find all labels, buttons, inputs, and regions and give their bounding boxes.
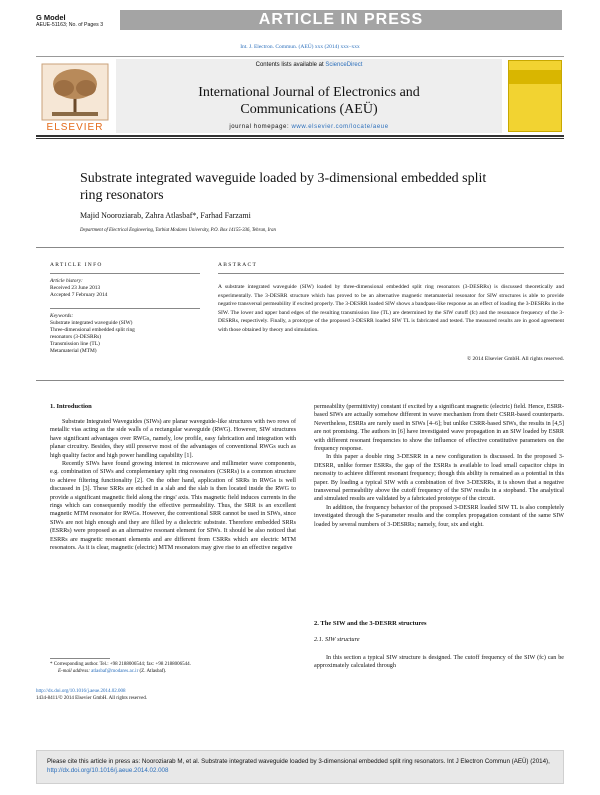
homepage-link[interactable]: www.elsevier.com/locate/aeue [291,124,389,130]
keywords-rule [50,308,200,309]
journal-citation-line[interactable]: Int. J. Electron. Commun. (AEÜ) xxx (2014) xxx–xxx [240,44,360,50]
left-column-text [50,418,296,553]
body-paragraph: In this section a typical SIW structure is designed. The cutoff frequency of the SIW (fc) can be approximately calculated through [314,655,564,670]
paper-title: Substrate integrated waveguide loaded by 3-dimensional embedded split ring resonators [80,171,487,203]
citation-box [36,750,564,784]
abstract-rule [218,273,564,274]
keywords-block [50,313,200,355]
manuscript-reference: AEUE-51163; No. of Pages 3 [36,22,104,28]
elsevier-tree-icon [40,62,110,122]
journal-title [116,84,502,118]
abstract-bottom-rule [36,380,564,381]
journal-title-line2: Communications (AEÜ) [240,102,378,117]
author-list: Majid Nooroziarab, Zahra Atlasbaf*, Farhad Farzami [80,211,251,220]
title-divider [36,247,564,248]
accepted-date: Accepted 7 February 2014 [50,292,108,298]
section2-heading: 2. The SIW and the 3-DESRR structures [314,620,427,627]
article-in-press-banner: ARTICLE IN PRESS [120,10,562,30]
right-column-text [314,403,564,529]
journal-cover-band [509,70,561,84]
citation-doi-link[interactable]: http://dx.doi.org/10.1016/j.aeue.2014.02.008 [47,767,169,774]
abstract-label: ABSTRACT [218,262,258,268]
email-note [50,668,310,675]
g-model-label: G Model [36,13,66,22]
keyword-item: resonators (3-DESRRs) [50,334,102,340]
email-link[interactable]: atlasbaf@modares.ac.ir [91,669,139,674]
contents-prefix: Contents lists available at [255,62,326,68]
citation-text: Please cite this article in press as: Nooroziarab M, et al. Substrate integrated waveguide loaded by 3-dimensional embedded split ring resonators. Int J Electron Commun (AEÜ) (2014), [47,758,550,765]
issn-line: 1434-8411/© 2014 Elsevier GmbH. All rights reserved. [36,696,148,701]
section21-text-block [314,654,564,671]
header-rule-bottom-thin [36,138,564,139]
keyword-item: Transmission line (TL) [50,341,100,347]
abstract-copyright: © 2014 Elsevier GmbH. All rights reserved. [466,356,564,362]
publisher-name: ELSEVIER [46,122,104,133]
doi-block [36,688,336,702]
introduction-heading: 1. Introduction [50,403,92,410]
article-info-label: ARTICLE INFO [50,262,103,268]
body-paragraph: Recently SIWs have found growing interest in microwave and millimeter wave components, e.g. combination of SIWs and complementary split ring resonators (CSRRs) is a common structure to achieve filtering functionality [2]. On the other hand, application of SRRs in RWGs is well discussed in [3]. These SRRs are etched in a slab and the slab is then located inside the RWG to provide a significant magnetic field along the rings' axis. This magnetic field induces currents in the rings which can consequently modify the effective permeability. Thus, the SRR is an excellent magnetic MTM resonator for RWGs. However, the conventional SRR cannot be used in SIWs, since SIWs are not high enough and they are filled by a dielectric substrate. Therefore embedded SRRs (ESRRs) were proposed as an alternative resonant element for SIWs. It should be also noticed that ESRRs are magnetic resonant elements and are different from CSRRs which are electric MTM resonators. As it is clear, magnetic (electric) MTM resonators may give rise to an effective negative [50,461,296,552]
keyword-item: Metamaterial (MTM) [50,348,97,354]
keywords-label: Keywords: [50,313,74,319]
section21-heading: 2.1. SIW structure [314,636,360,643]
body-paragraph: In this paper a double ring 3-DESRR in a new configuration is discussed. In the proposed 3-DESRR, unlike former ESRRs, the gap of the ESRRs is available to load small capacitor chips in necessity to achieve different resonant frequency; though this ability is remained as a potential in this paper. By loading a typical SIW with a combination of five 3-DESRRs, it is shown that a negative transversal permeability above the cutoff frequency of the SIW results in a stopband. The analytical and simulated results are validated by a fabricated prototype of the circuit. [314,454,564,503]
affiliation: Department of Electrical Engineering, Tarbiat Modares University, P.O. Box 14155-336, Tehran, Iran [80,228,276,233]
keyword-item: Three-dimensional embedded split ring [50,327,135,333]
header-rule-bottom [36,135,564,137]
keyword-item: Substrate integrated waveguide (SIW) [50,320,133,326]
body-paragraph: Substrate Integrated Waveguides (SIWs) are planar waveguide-like structures with two rows of metallic vias acting as the side walls of a rectangular waveguide (RWG). However, SIW structures have significant advantages over RWGs, namely, low profile, easy fabrication and integration with planar circuitry. Besides, they still preserve most of the advantages of conventional RWGs such as high quality factor and high power handling capability [1]. [50,419,296,459]
sciencedirect-link[interactable]: ScienceDirect [325,62,363,68]
abstract-text: A substrate integrated waveguide (SIW) loaded by three-dimensional embedded split ring resonators (3-DESRRs) is discussed theoretically and experimentally. The 3-DESRR structure which has proved to be an alternative magnetic metamaterial resonator for SIW structures is able to provide negative transversal permeability if excited properly. The 3-DESRR loaded SIW shows a bandpass-like response as an effect of loading the 3-DESRRs in the SIW. The lower and upper band edges of the resulting transmission line (TL) are determined by the SIW cutoff (fc) and the resonance frequency of the 3-DESRRs, respectively. Finally, a prototype of the proposed 3-DESRR loaded SIW TL is fabricated and tested. The measured results are in good agreement with those obtained by theory and simulation. [218,284,564,333]
article-history [50,278,200,299]
body-paragraph: permeability (permittivity) constant if excited by a significant magnetic (electric) field. Hence, ESRR-based SIWs are actually somehow different in wave mechanism from their CSRR-based counterparts. Nevertheless, ESRRs are rarely used in SIWs [4–6]; but unlike CSRR-based SIWs, the results in [4,5] are not promising. The authors in [6] have investigated wave propagation in an SIW loaded by ESRR with different resonant frequencies to show the influence of effective constitutive parameters on the frequency response. [314,404,564,453]
body-paragraph: In addition, the frequency behavior of the proposed 3-DESRR loaded SIW TL is also completely investigated through the S-parameter results and the complex propagation constant of the same SIW loaded by several numbers of 3-DESRRs; namely, four, six and eight. [314,504,564,528]
footnotes [50,661,310,675]
corresponding-author-note: * Corresponding author. Tel.: +98 2188006544; fax: +98 2188006544. [50,662,191,667]
article-info-rule [50,273,200,274]
journal-homepage-line [116,124,502,130]
homepage-prefix: journal homepage: [229,124,292,130]
footnote-rule [50,658,110,659]
received-date: Received 23 June 2013 [50,285,101,291]
contents-line [116,62,502,68]
journal-title-line1: International Journal of Electronics and [198,85,420,100]
history-label: Article history: [50,278,83,284]
doi-link[interactable]: http://dx.doi.org/10.1016/j.aeue.2014.02.008 [36,689,126,694]
header-rule-top [36,56,564,57]
email-suffix: (Z. Atlasbaf). [138,669,167,674]
email-label: E-mail address: [58,669,92,674]
